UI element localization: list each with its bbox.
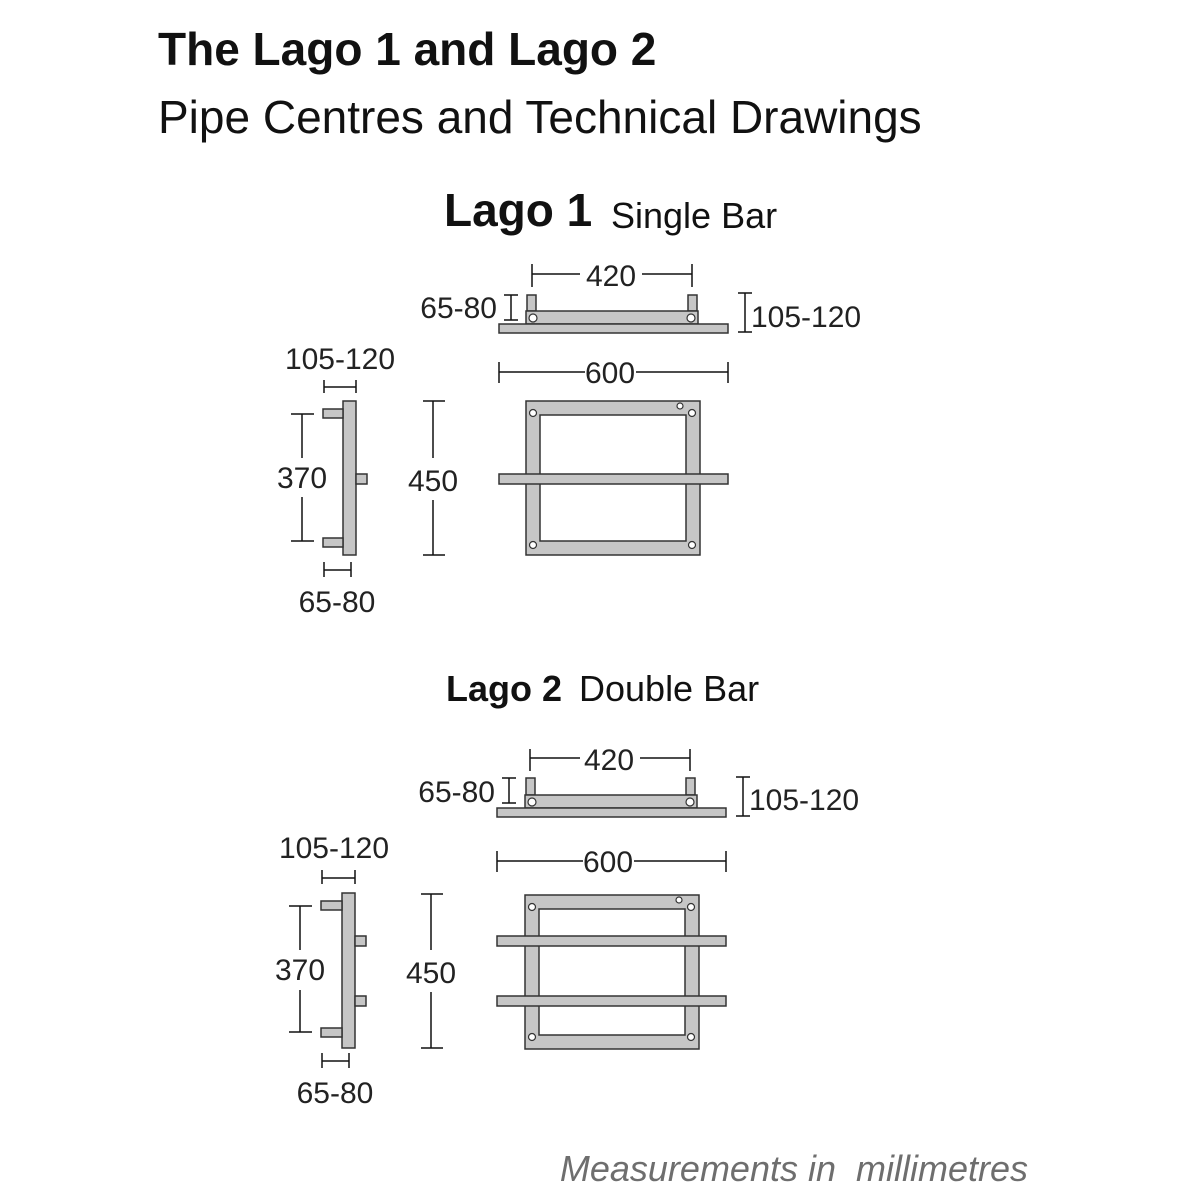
lago2-variant: Double Bar: [579, 668, 760, 709]
lago1-name: Lago 1: [444, 184, 593, 236]
lago1-height-label: 450: [407, 465, 459, 498]
page-title: The Lago 1 and Lago 2: [158, 23, 657, 75]
lago1-bracket-centres-label: 370: [276, 462, 328, 495]
lago2-projection-side-label: 105-120: [278, 832, 390, 865]
lago1-width-dimension: [499, 357, 728, 390]
lago1-variant: Single Bar: [611, 195, 778, 236]
lago1-valve-top-label: 65-80: [420, 292, 497, 325]
lago2-name: Lago 2: [446, 668, 563, 709]
lago2-height-label: 450: [405, 957, 457, 990]
lago1-width-label: 600: [584, 357, 636, 390]
lago2-valve-side-label: 65-80: [296, 1077, 374, 1110]
lago2-side-view: [275, 832, 389, 1110]
lago1-section: [277, 184, 861, 619]
lago1-valve-side-label: 65-80: [298, 586, 376, 619]
lago1-bar: [499, 474, 728, 484]
measurement-note: Measurements in millimetres: [559, 1148, 1028, 1189]
lago2-bar-bottom: [497, 996, 726, 1006]
lago2-height-dimension: [406, 894, 456, 1048]
lago2-valve-top-label: 65-80: [418, 776, 495, 809]
lago1-top-view: [420, 260, 861, 334]
lago2-section: [275, 668, 859, 1110]
lago1-height-dimension: [408, 401, 458, 555]
lago2-projection-top-label: 105-120: [749, 784, 860, 817]
lago1-projection-side-label: 105-120: [284, 343, 396, 376]
lago2-width-label: 600: [582, 846, 634, 879]
lago2-front-view: [497, 895, 726, 1049]
lago1-projection-top-label: 105-120: [751, 301, 862, 334]
lago2-pipe-centres-label: 420: [583, 744, 635, 777]
lago1-front-view: [499, 401, 728, 555]
lago1-side-view: [277, 343, 395, 619]
lago1-pipe-centres-label: 420: [585, 260, 637, 293]
page-subtitle: Pipe Centres and Technical Drawings: [158, 91, 922, 143]
lago2-bar-top: [497, 936, 726, 946]
lago2-bracket-centres-label: 370: [274, 954, 326, 987]
lago2-width-dimension: [497, 846, 726, 879]
lago2-top-view: [418, 744, 859, 817]
